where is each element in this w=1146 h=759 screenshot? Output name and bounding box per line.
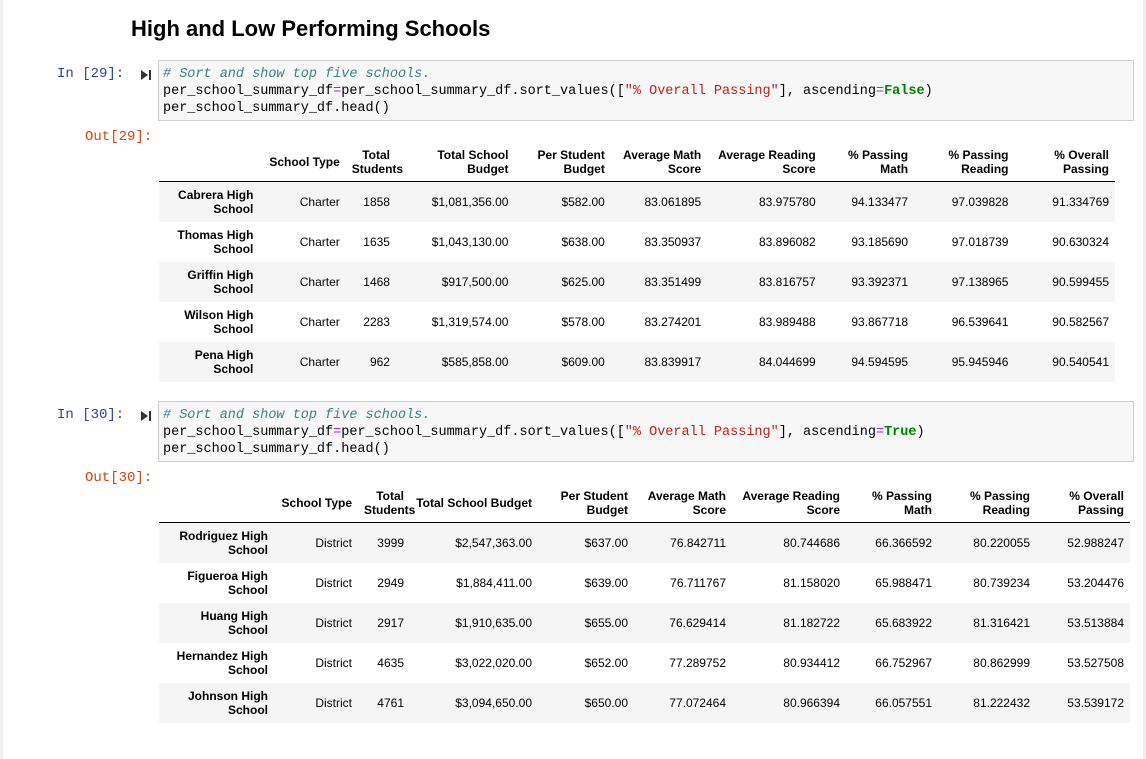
column-header: Average Reading Score: [732, 483, 846, 523]
table-cell-reading: 80.966394: [783, 695, 840, 710]
table-cell-pass-reading: 80.220055: [973, 535, 1030, 550]
column-header: School Type: [274, 483, 358, 523]
table-cell-overall: 90.630324: [1052, 234, 1109, 249]
table-cell-per-student: $578.00: [561, 314, 605, 329]
column-header: Total Students: [358, 483, 410, 523]
table-cell-students: 2949: [377, 575, 404, 590]
table-cell-pass-math: 93.867718: [851, 314, 909, 329]
table-cell-students: 3999: [377, 535, 404, 550]
table-cell-pass-reading: 80.739234: [973, 575, 1030, 590]
table-cell-type: Charter: [299, 314, 340, 329]
table-cell-reading: 84.044699: [758, 354, 816, 369]
table-cell-budget: $2,547,363.00: [455, 535, 532, 550]
table-cell-math: 83.061895: [644, 194, 702, 209]
table-cell-type: District: [315, 655, 352, 670]
table-cell-students: 4635: [377, 655, 404, 670]
row-index-label: Thomas High School: [177, 227, 254, 256]
code-cell[interactable]: # Sort and show top five schools. per_school_summary_df=per_school_summary_df.sort_values(["% Overall Passing"], ascending=False) per_school_summary_df.head(): [158, 60, 1134, 121]
dataframe-table: [159, 483, 1130, 723]
column-header: Total School Budget: [410, 483, 538, 523]
table-row: [159, 342, 1115, 382]
table-cell-students: 4761: [377, 695, 404, 710]
table-cell-math: 76.711767: [670, 575, 726, 590]
table-cell-pass-reading: 97.018739: [951, 234, 1009, 249]
column-header: Average Math Score: [611, 142, 707, 182]
table-cell-type: Charter: [299, 354, 340, 369]
row-index-label: Wilson High School: [184, 307, 254, 336]
table-cell-math: 77.289752: [669, 655, 726, 670]
column-header: Average Math Score: [634, 483, 732, 523]
table-cell-overall: 52.988247: [1067, 535, 1124, 550]
table-cell-per-student: $652.00: [584, 655, 628, 670]
table-cell-pass-math: 65.683922: [875, 615, 932, 630]
input-prompt: In [29]:: [57, 66, 125, 82]
column-header: % Passing Math: [822, 142, 914, 182]
output-prompt: Out[29]:: [85, 129, 153, 145]
table-row: [159, 302, 1115, 342]
table-cell-pass-reading: 81.316421: [973, 615, 1030, 630]
table-cell-math: 83.351499: [644, 274, 702, 289]
table-cell-pass-math: 93.392371: [851, 274, 909, 289]
table-cell-pass-reading: 81.222432: [973, 695, 1030, 710]
table-cell-overall: 53.204476: [1067, 575, 1124, 590]
table-cell-per-student: $655.00: [584, 615, 628, 630]
table-cell-type: Charter: [299, 234, 340, 249]
table-cell-per-student: $582.00: [561, 194, 605, 209]
table-cell-students: 962: [369, 354, 390, 369]
index-header: [159, 142, 259, 182]
table-cell-pass-math: 93.185690: [851, 234, 909, 249]
table-cell-budget: $1,910,635.00: [455, 615, 532, 630]
table-cell-reading: 83.989488: [758, 314, 816, 329]
table-cell-reading: 81.182722: [783, 615, 840, 630]
table-cell-pass-math: 66.752967: [875, 655, 932, 670]
table-cell-reading: 83.975780: [758, 194, 816, 209]
table-cell-reading: 83.816757: [758, 274, 816, 289]
table-cell-reading: 81.158020: [783, 575, 840, 590]
column-header: School Type: [259, 142, 345, 182]
table-cell-students: 1468: [363, 274, 390, 289]
table-cell-reading: 80.934412: [783, 655, 840, 670]
table-cell-overall: 91.334769: [1052, 194, 1109, 209]
column-header: % Overall Passing: [1036, 483, 1130, 523]
table-row: [159, 222, 1115, 262]
table-cell-math: 83.274201: [644, 314, 702, 329]
table-cell-type: District: [315, 615, 352, 630]
table-cell-pass-math: 66.366592: [875, 535, 932, 550]
table-cell-per-student: $638.00: [561, 234, 605, 249]
dataframe-table: [159, 142, 1115, 382]
column-header: Per Student Budget: [514, 142, 610, 182]
table-cell-overall: 90.599455: [1052, 274, 1109, 289]
table-cell-pass-math: 65.988471: [875, 575, 932, 590]
column-header: Total Students: [346, 142, 396, 182]
table-cell-reading: 80.744686: [783, 535, 840, 550]
table-cell-type: District: [315, 575, 352, 590]
row-index-label: Huang High School: [200, 608, 268, 637]
table-cell-type: Charter: [299, 274, 340, 289]
output-prompt: Out[30]:: [85, 470, 153, 486]
table-cell-budget: $585,858.00: [441, 354, 509, 369]
table-cell-pass-math: 66.057551: [875, 695, 932, 710]
table-cell-per-student: $650.00: [584, 695, 628, 710]
row-index-label: Figueroa High School: [187, 568, 268, 597]
table-cell-budget: $917,500.00: [441, 274, 509, 289]
table-cell-type: Charter: [299, 194, 340, 209]
row-index-label: Johnson High School: [188, 688, 268, 717]
table-cell-pass-reading: 95.945946: [951, 354, 1009, 369]
column-header: Total School Budget: [396, 142, 514, 182]
table-cell-per-student: $637.00: [584, 535, 628, 550]
table-cell-budget: $3,022,020.00: [455, 655, 532, 670]
table-cell-per-student: $639.00: [584, 575, 628, 590]
table-row: [159, 262, 1115, 302]
table-cell-math: 83.839917: [644, 354, 702, 369]
table-cell-reading: 83.896082: [758, 234, 816, 249]
table-cell-overall: 90.582567: [1052, 314, 1109, 329]
table-cell-students: 1635: [363, 234, 390, 249]
table-cell-pass-reading: 96.539641: [951, 314, 1009, 329]
table-cell-pass-reading: 97.138965: [951, 274, 1009, 289]
column-header: Per Student Budget: [538, 483, 634, 523]
table-cell-overall: 53.527508: [1067, 655, 1124, 670]
column-header: % Passing Reading: [914, 142, 1014, 182]
table-row: [159, 182, 1115, 222]
table-cell-math: 76.629414: [669, 615, 726, 630]
table-cell-budget: $1,884,411.00: [456, 575, 532, 590]
row-index-label: Griffin High School: [187, 267, 254, 296]
table-cell-pass-reading: 97.039828: [951, 194, 1009, 209]
table-cell-budget: $1,319,574.00: [431, 314, 509, 329]
row-index-label: Pena High School: [194, 347, 254, 376]
row-index-label: Rodriguez High School: [179, 528, 268, 557]
row-index-label: Hernandez High School: [176, 648, 268, 677]
input-prompt: In [30]:: [57, 407, 125, 423]
table-cell-overall: 53.539172: [1067, 695, 1124, 710]
table-cell-per-student: $625.00: [561, 274, 605, 289]
table-row: [159, 603, 1130, 643]
run-cell-icon[interactable]: [140, 410, 152, 422]
table-cell-per-student: $609.00: [561, 354, 605, 369]
code-cell[interactable]: # Sort and show top five schools. per_school_summary_df=per_school_summary_df.sort_values(["% Overall Passing"], ascending=True) per_school_summary_df.head(): [158, 401, 1134, 462]
table-row: [159, 523, 1130, 563]
table-cell-math: 83.350937: [644, 234, 702, 249]
run-cell-icon[interactable]: [140, 69, 152, 81]
table-cell-budget: $1,043,130.00: [431, 234, 509, 249]
notebook: [3, 0, 1143, 759]
page-title: High and Low Performing Schools: [131, 16, 491, 41]
table-cell-pass-math: 94.133477: [851, 194, 909, 209]
table-cell-type: District: [315, 535, 352, 550]
table-row: [159, 683, 1130, 723]
table-row: [159, 643, 1130, 683]
table-cell-students: 2917: [377, 615, 404, 630]
column-header: % Overall Passing: [1014, 142, 1115, 182]
table-cell-overall: 90.540541: [1052, 354, 1109, 369]
table-cell-students: 2283: [363, 314, 390, 329]
table-cell-students: 1858: [363, 194, 390, 209]
table-cell-budget: $3,094,650.00: [455, 695, 532, 710]
table-cell-budget: $1,081,356.00: [431, 194, 509, 209]
table-cell-math: 77.072464: [669, 695, 726, 710]
table-cell-type: District: [315, 695, 352, 710]
row-index-label: Cabrera High School: [178, 187, 254, 216]
table-cell-math: 76.842711: [670, 535, 726, 550]
column-header: % Passing Reading: [938, 483, 1036, 523]
table-cell-pass-math: 94.594595: [851, 354, 909, 369]
index-header: [159, 483, 274, 523]
column-header: Average Reading Score: [707, 142, 821, 182]
column-header: % Passing Math: [846, 483, 938, 523]
table-row: [159, 563, 1130, 603]
table-cell-pass-reading: 80.862999: [973, 655, 1030, 670]
table-cell-overall: 53.513884: [1067, 615, 1124, 630]
